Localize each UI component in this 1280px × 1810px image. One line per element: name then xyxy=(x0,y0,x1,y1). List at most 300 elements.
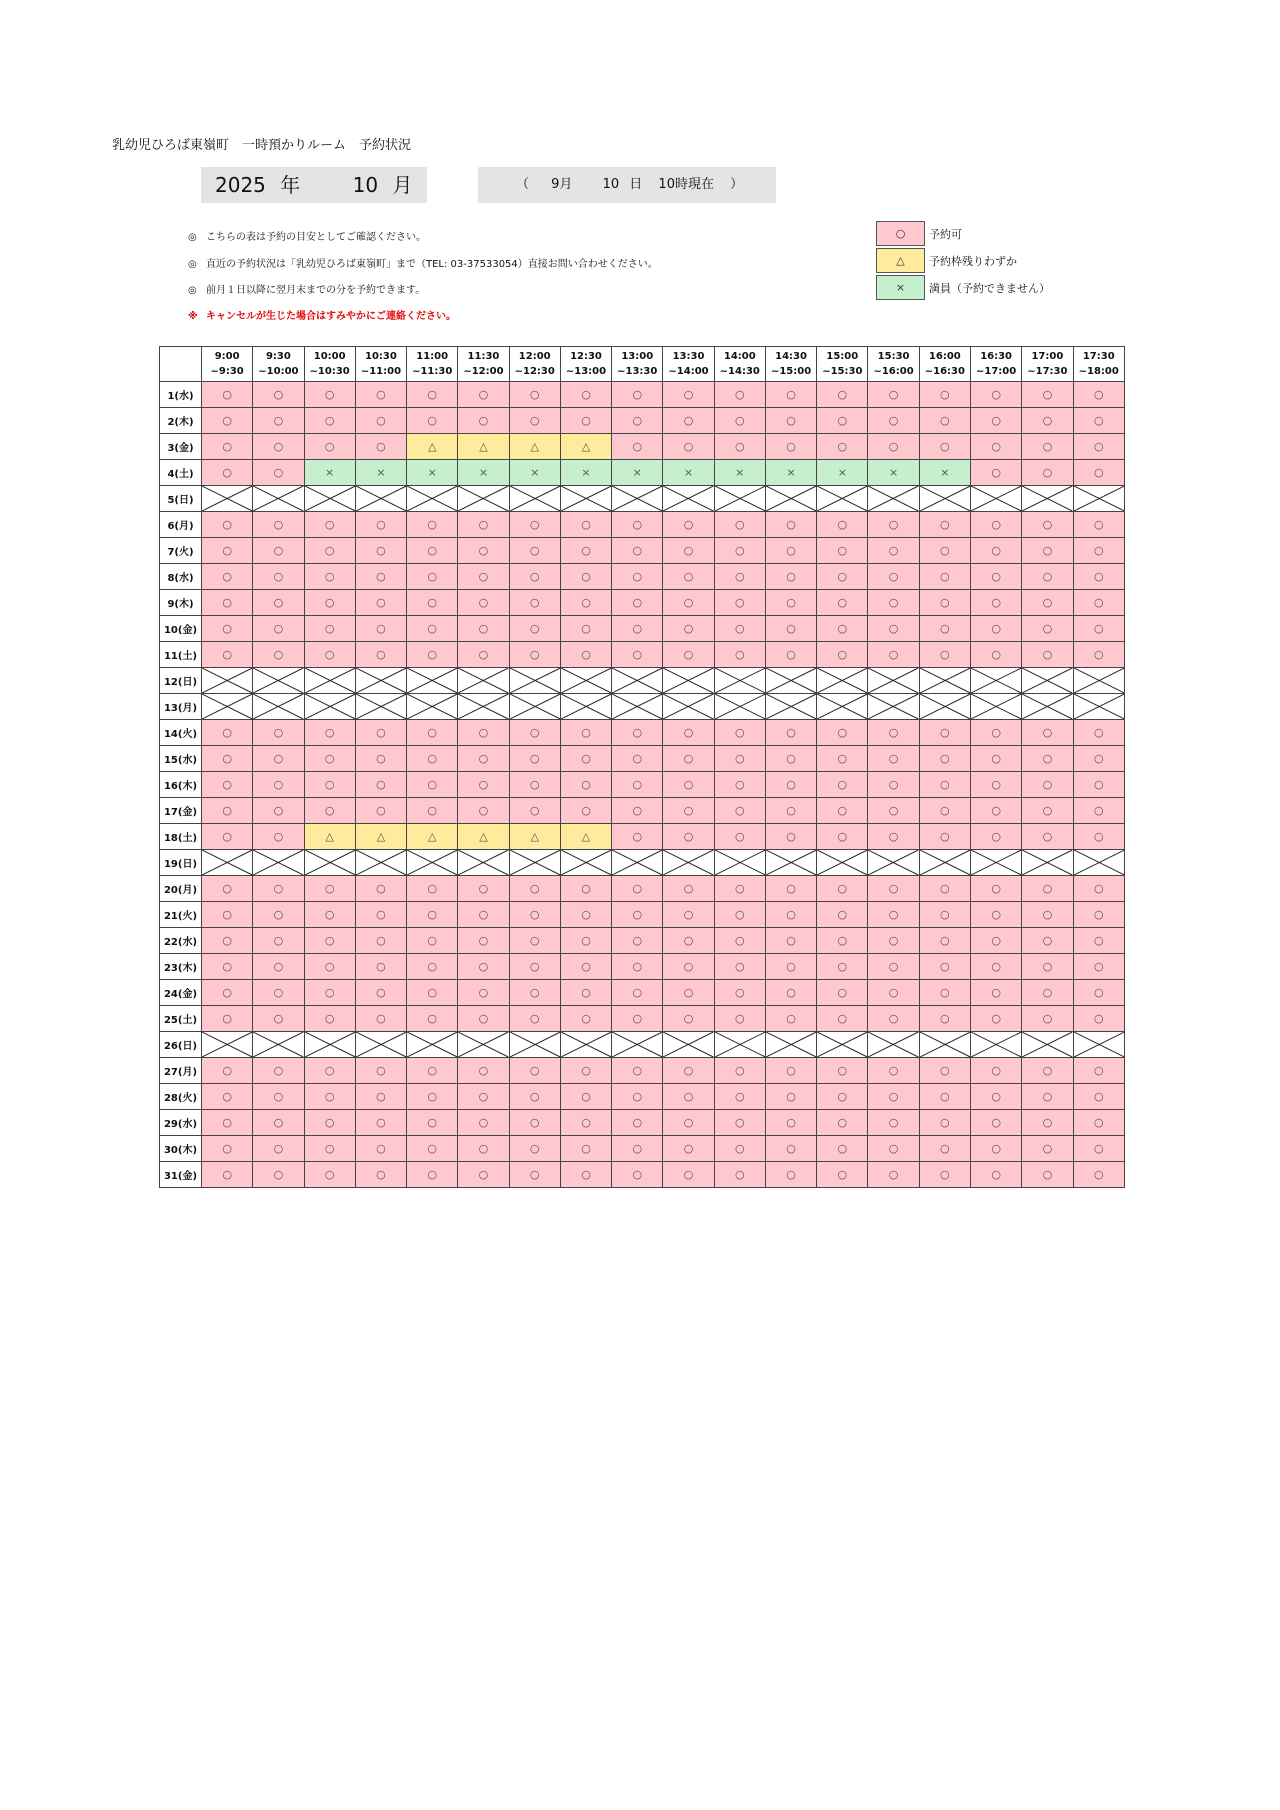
slot-available[interactable]: ○ xyxy=(560,746,611,772)
slot-available[interactable]: ○ xyxy=(663,902,714,928)
slot-available[interactable]: ○ xyxy=(509,642,560,668)
slot-available[interactable]: ○ xyxy=(714,1058,765,1084)
slot-available[interactable]: ○ xyxy=(458,1110,509,1136)
slot-available[interactable]: ○ xyxy=(458,928,509,954)
slot-available[interactable]: ○ xyxy=(458,954,509,980)
slot-available[interactable]: ○ xyxy=(509,590,560,616)
slot-available[interactable]: ○ xyxy=(714,1084,765,1110)
slot-available[interactable]: ○ xyxy=(919,564,970,590)
slot-available[interactable]: ○ xyxy=(202,1110,253,1136)
slot-full[interactable]: × xyxy=(560,460,611,486)
slot-available[interactable]: ○ xyxy=(919,616,970,642)
slot-available[interactable]: ○ xyxy=(407,512,458,538)
slot-available[interactable]: ○ xyxy=(1073,876,1124,902)
slot-available[interactable]: ○ xyxy=(714,642,765,668)
slot-available[interactable]: ○ xyxy=(868,512,919,538)
slot-available[interactable]: ○ xyxy=(202,798,253,824)
slot-available[interactable]: ○ xyxy=(1022,1006,1073,1032)
slot-available[interactable]: ○ xyxy=(560,408,611,434)
slot-available[interactable]: ○ xyxy=(560,902,611,928)
slot-available[interactable]: ○ xyxy=(765,720,816,746)
slot-available[interactable]: ○ xyxy=(919,954,970,980)
slot-available[interactable]: ○ xyxy=(970,876,1021,902)
slot-available[interactable]: ○ xyxy=(970,434,1021,460)
slot-available[interactable]: ○ xyxy=(868,382,919,408)
slot-available[interactable]: ○ xyxy=(612,434,663,460)
slot-available[interactable]: ○ xyxy=(355,1162,406,1188)
slot-available[interactable]: ○ xyxy=(612,1110,663,1136)
slot-available[interactable]: ○ xyxy=(509,564,560,590)
slot-available[interactable]: ○ xyxy=(1022,1084,1073,1110)
slot-available[interactable]: ○ xyxy=(1073,902,1124,928)
slot-available[interactable]: ○ xyxy=(304,902,355,928)
slot-available[interactable]: ○ xyxy=(202,642,253,668)
slot-available[interactable]: ○ xyxy=(868,434,919,460)
slot-available[interactable]: ○ xyxy=(970,590,1021,616)
slot-available[interactable]: ○ xyxy=(202,408,253,434)
slot-available[interactable]: ○ xyxy=(202,720,253,746)
slot-available[interactable]: ○ xyxy=(304,382,355,408)
slot-few-left[interactable]: △ xyxy=(407,824,458,850)
slot-available[interactable]: ○ xyxy=(919,1084,970,1110)
slot-available[interactable]: ○ xyxy=(1022,720,1073,746)
slot-available[interactable]: ○ xyxy=(919,382,970,408)
slot-available[interactable]: ○ xyxy=(817,720,868,746)
slot-available[interactable]: ○ xyxy=(304,616,355,642)
slot-available[interactable]: ○ xyxy=(663,382,714,408)
slot-available[interactable]: ○ xyxy=(868,928,919,954)
slot-available[interactable]: ○ xyxy=(919,980,970,1006)
slot-available[interactable]: ○ xyxy=(970,460,1021,486)
slot-available[interactable]: ○ xyxy=(919,772,970,798)
slot-available[interactable]: ○ xyxy=(509,798,560,824)
slot-available[interactable]: ○ xyxy=(1022,434,1073,460)
slot-available[interactable]: ○ xyxy=(560,1162,611,1188)
slot-available[interactable]: ○ xyxy=(970,1162,1021,1188)
slot-available[interactable]: ○ xyxy=(817,1136,868,1162)
slot-available[interactable]: ○ xyxy=(253,1110,304,1136)
slot-available[interactable]: ○ xyxy=(663,642,714,668)
slot-available[interactable]: ○ xyxy=(509,408,560,434)
slot-few-left[interactable]: △ xyxy=(304,824,355,850)
slot-available[interactable]: ○ xyxy=(253,590,304,616)
slot-available[interactable]: ○ xyxy=(1073,382,1124,408)
slot-available[interactable]: ○ xyxy=(817,798,868,824)
slot-available[interactable]: ○ xyxy=(1022,824,1073,850)
slot-available[interactable]: ○ xyxy=(304,1110,355,1136)
slot-available[interactable]: ○ xyxy=(919,512,970,538)
slot-available[interactable]: ○ xyxy=(202,928,253,954)
slot-available[interactable]: ○ xyxy=(304,772,355,798)
slot-available[interactable]: ○ xyxy=(714,590,765,616)
slot-available[interactable]: ○ xyxy=(355,538,406,564)
slot-available[interactable]: ○ xyxy=(304,434,355,460)
slot-available[interactable]: ○ xyxy=(458,902,509,928)
slot-available[interactable]: ○ xyxy=(407,876,458,902)
slot-full[interactable]: × xyxy=(663,460,714,486)
slot-available[interactable]: ○ xyxy=(1073,1162,1124,1188)
slot-full[interactable]: × xyxy=(817,460,868,486)
slot-available[interactable]: ○ xyxy=(919,538,970,564)
slot-available[interactable]: ○ xyxy=(253,824,304,850)
slot-available[interactable]: ○ xyxy=(919,798,970,824)
slot-full[interactable]: × xyxy=(458,460,509,486)
slot-available[interactable]: ○ xyxy=(560,1006,611,1032)
slot-available[interactable]: ○ xyxy=(458,1162,509,1188)
slot-available[interactable]: ○ xyxy=(355,798,406,824)
slot-full[interactable]: × xyxy=(714,460,765,486)
slot-available[interactable]: ○ xyxy=(458,746,509,772)
slot-available[interactable]: ○ xyxy=(355,980,406,1006)
slot-available[interactable]: ○ xyxy=(714,746,765,772)
slot-available[interactable]: ○ xyxy=(560,1136,611,1162)
slot-available[interactable]: ○ xyxy=(253,720,304,746)
slot-available[interactable]: ○ xyxy=(612,1084,663,1110)
slot-available[interactable]: ○ xyxy=(560,538,611,564)
slot-available[interactable]: ○ xyxy=(765,798,816,824)
slot-available[interactable]: ○ xyxy=(458,772,509,798)
slot-available[interactable]: ○ xyxy=(765,382,816,408)
slot-available[interactable]: ○ xyxy=(714,1162,765,1188)
slot-available[interactable]: ○ xyxy=(1022,564,1073,590)
slot-available[interactable]: ○ xyxy=(253,408,304,434)
slot-available[interactable]: ○ xyxy=(612,902,663,928)
slot-available[interactable]: ○ xyxy=(817,1006,868,1032)
slot-available[interactable]: ○ xyxy=(355,902,406,928)
slot-available[interactable]: ○ xyxy=(612,642,663,668)
slot-available[interactable]: ○ xyxy=(407,382,458,408)
slot-available[interactable]: ○ xyxy=(253,1136,304,1162)
slot-available[interactable]: ○ xyxy=(1022,798,1073,824)
slot-available[interactable]: ○ xyxy=(304,954,355,980)
slot-available[interactable]: ○ xyxy=(817,382,868,408)
slot-available[interactable]: ○ xyxy=(304,1162,355,1188)
slot-available[interactable]: ○ xyxy=(1073,642,1124,668)
slot-few-left[interactable]: △ xyxy=(509,434,560,460)
slot-available[interactable]: ○ xyxy=(765,1162,816,1188)
slot-available[interactable]: ○ xyxy=(919,928,970,954)
slot-available[interactable]: ○ xyxy=(509,772,560,798)
slot-available[interactable]: ○ xyxy=(868,746,919,772)
slot-available[interactable]: ○ xyxy=(509,720,560,746)
slot-available[interactable]: ○ xyxy=(1073,824,1124,850)
slot-available[interactable]: ○ xyxy=(817,876,868,902)
slot-available[interactable]: ○ xyxy=(663,1162,714,1188)
slot-available[interactable]: ○ xyxy=(765,902,816,928)
slot-available[interactable]: ○ xyxy=(714,902,765,928)
slot-available[interactable]: ○ xyxy=(253,798,304,824)
slot-available[interactable]: ○ xyxy=(1022,1058,1073,1084)
slot-available[interactable]: ○ xyxy=(407,954,458,980)
slot-available[interactable]: ○ xyxy=(1073,512,1124,538)
slot-available[interactable]: ○ xyxy=(765,928,816,954)
slot-available[interactable]: ○ xyxy=(714,512,765,538)
slot-available[interactable]: ○ xyxy=(817,928,868,954)
slot-available[interactable]: ○ xyxy=(253,954,304,980)
slot-available[interactable]: ○ xyxy=(970,1058,1021,1084)
slot-available[interactable]: ○ xyxy=(253,434,304,460)
slot-available[interactable]: ○ xyxy=(355,408,406,434)
slot-available[interactable]: ○ xyxy=(560,1110,611,1136)
slot-available[interactable]: ○ xyxy=(817,746,868,772)
slot-available[interactable]: ○ xyxy=(202,1084,253,1110)
slot-available[interactable]: ○ xyxy=(560,1058,611,1084)
slot-available[interactable]: ○ xyxy=(202,512,253,538)
slot-available[interactable]: ○ xyxy=(253,928,304,954)
slot-available[interactable]: ○ xyxy=(202,460,253,486)
slot-available[interactable]: ○ xyxy=(1022,876,1073,902)
slot-available[interactable]: ○ xyxy=(765,1084,816,1110)
slot-available[interactable]: ○ xyxy=(663,564,714,590)
slot-available[interactable]: ○ xyxy=(714,798,765,824)
slot-available[interactable]: ○ xyxy=(560,590,611,616)
slot-available[interactable]: ○ xyxy=(509,616,560,642)
slot-available[interactable]: ○ xyxy=(970,382,1021,408)
slot-available[interactable]: ○ xyxy=(612,408,663,434)
slot-available[interactable]: ○ xyxy=(458,408,509,434)
slot-available[interactable]: ○ xyxy=(714,954,765,980)
slot-available[interactable]: ○ xyxy=(612,512,663,538)
slot-available[interactable]: ○ xyxy=(304,928,355,954)
slot-available[interactable]: ○ xyxy=(253,642,304,668)
slot-full[interactable]: × xyxy=(612,460,663,486)
slot-available[interactable]: ○ xyxy=(868,1162,919,1188)
slot-available[interactable]: ○ xyxy=(817,408,868,434)
slot-available[interactable]: ○ xyxy=(765,1110,816,1136)
slot-available[interactable]: ○ xyxy=(1073,616,1124,642)
slot-available[interactable]: ○ xyxy=(817,590,868,616)
slot-available[interactable]: ○ xyxy=(355,382,406,408)
slot-available[interactable]: ○ xyxy=(970,928,1021,954)
slot-available[interactable]: ○ xyxy=(1022,1110,1073,1136)
slot-available[interactable]: ○ xyxy=(868,1136,919,1162)
slot-available[interactable]: ○ xyxy=(714,382,765,408)
slot-available[interactable]: ○ xyxy=(304,590,355,616)
slot-available[interactable]: ○ xyxy=(612,798,663,824)
slot-available[interactable]: ○ xyxy=(612,746,663,772)
slot-available[interactable]: ○ xyxy=(355,642,406,668)
slot-available[interactable]: ○ xyxy=(817,512,868,538)
slot-available[interactable]: ○ xyxy=(1073,590,1124,616)
slot-available[interactable]: ○ xyxy=(1022,980,1073,1006)
slot-full[interactable]: × xyxy=(765,460,816,486)
slot-available[interactable]: ○ xyxy=(868,616,919,642)
slot-available[interactable]: ○ xyxy=(663,512,714,538)
slot-available[interactable]: ○ xyxy=(1022,512,1073,538)
slot-available[interactable]: ○ xyxy=(817,772,868,798)
slot-available[interactable]: ○ xyxy=(509,382,560,408)
slot-available[interactable]: ○ xyxy=(817,980,868,1006)
slot-available[interactable]: ○ xyxy=(765,1006,816,1032)
slot-full[interactable]: × xyxy=(868,460,919,486)
slot-available[interactable]: ○ xyxy=(970,642,1021,668)
slot-available[interactable]: ○ xyxy=(202,1006,253,1032)
slot-available[interactable]: ○ xyxy=(765,616,816,642)
slot-available[interactable]: ○ xyxy=(304,980,355,1006)
slot-few-left[interactable]: △ xyxy=(458,824,509,850)
slot-available[interactable]: ○ xyxy=(663,590,714,616)
slot-available[interactable]: ○ xyxy=(458,1084,509,1110)
slot-available[interactable]: ○ xyxy=(1022,746,1073,772)
slot-available[interactable]: ○ xyxy=(1073,798,1124,824)
slot-available[interactable]: ○ xyxy=(919,746,970,772)
slot-available[interactable]: ○ xyxy=(919,1110,970,1136)
slot-available[interactable]: ○ xyxy=(202,954,253,980)
slot-available[interactable]: ○ xyxy=(202,1162,253,1188)
slot-available[interactable]: ○ xyxy=(612,824,663,850)
slot-available[interactable]: ○ xyxy=(355,954,406,980)
slot-available[interactable]: ○ xyxy=(253,616,304,642)
slot-few-left[interactable]: △ xyxy=(355,824,406,850)
slot-available[interactable]: ○ xyxy=(970,798,1021,824)
slot-available[interactable]: ○ xyxy=(817,434,868,460)
slot-available[interactable]: ○ xyxy=(560,512,611,538)
slot-available[interactable]: ○ xyxy=(458,876,509,902)
slot-available[interactable]: ○ xyxy=(868,902,919,928)
slot-few-left[interactable]: △ xyxy=(458,434,509,460)
slot-available[interactable]: ○ xyxy=(868,1006,919,1032)
slot-available[interactable]: ○ xyxy=(612,980,663,1006)
slot-available[interactable]: ○ xyxy=(868,876,919,902)
slot-available[interactable]: ○ xyxy=(253,746,304,772)
slot-available[interactable]: ○ xyxy=(663,1084,714,1110)
slot-available[interactable]: ○ xyxy=(765,434,816,460)
slot-available[interactable]: ○ xyxy=(202,434,253,460)
slot-available[interactable]: ○ xyxy=(407,928,458,954)
slot-available[interactable]: ○ xyxy=(919,876,970,902)
slot-available[interactable]: ○ xyxy=(970,1110,1021,1136)
slot-available[interactable]: ○ xyxy=(202,1136,253,1162)
slot-available[interactable]: ○ xyxy=(458,1058,509,1084)
slot-available[interactable]: ○ xyxy=(714,434,765,460)
slot-available[interactable]: ○ xyxy=(560,642,611,668)
slot-available[interactable]: ○ xyxy=(612,772,663,798)
slot-available[interactable]: ○ xyxy=(970,1006,1021,1032)
slot-available[interactable]: ○ xyxy=(663,954,714,980)
slot-available[interactable]: ○ xyxy=(355,512,406,538)
slot-available[interactable]: ○ xyxy=(560,1084,611,1110)
slot-available[interactable]: ○ xyxy=(663,1136,714,1162)
slot-available[interactable]: ○ xyxy=(355,746,406,772)
slot-available[interactable]: ○ xyxy=(1022,772,1073,798)
slot-available[interactable]: ○ xyxy=(817,1162,868,1188)
slot-available[interactable]: ○ xyxy=(1073,720,1124,746)
slot-available[interactable]: ○ xyxy=(663,1058,714,1084)
slot-available[interactable]: ○ xyxy=(663,798,714,824)
slot-available[interactable]: ○ xyxy=(1073,538,1124,564)
slot-available[interactable]: ○ xyxy=(714,1110,765,1136)
slot-available[interactable]: ○ xyxy=(1022,928,1073,954)
slot-available[interactable]: ○ xyxy=(407,538,458,564)
slot-available[interactable]: ○ xyxy=(304,1058,355,1084)
slot-available[interactable]: ○ xyxy=(253,382,304,408)
slot-available[interactable]: ○ xyxy=(765,824,816,850)
slot-available[interactable]: ○ xyxy=(612,538,663,564)
slot-available[interactable]: ○ xyxy=(407,642,458,668)
slot-available[interactable]: ○ xyxy=(1022,408,1073,434)
slot-available[interactable]: ○ xyxy=(970,824,1021,850)
slot-available[interactable]: ○ xyxy=(304,798,355,824)
slot-available[interactable]: ○ xyxy=(509,876,560,902)
slot-available[interactable]: ○ xyxy=(458,538,509,564)
slot-available[interactable]: ○ xyxy=(1022,590,1073,616)
slot-available[interactable]: ○ xyxy=(919,434,970,460)
slot-available[interactable]: ○ xyxy=(663,772,714,798)
slot-available[interactable]: ○ xyxy=(1022,642,1073,668)
slot-few-left[interactable]: △ xyxy=(560,434,611,460)
slot-available[interactable]: ○ xyxy=(765,876,816,902)
slot-available[interactable]: ○ xyxy=(304,1084,355,1110)
slot-available[interactable]: ○ xyxy=(663,980,714,1006)
slot-available[interactable]: ○ xyxy=(355,720,406,746)
slot-available[interactable]: ○ xyxy=(714,876,765,902)
slot-available[interactable]: ○ xyxy=(1073,1006,1124,1032)
slot-available[interactable]: ○ xyxy=(509,1058,560,1084)
slot-available[interactable]: ○ xyxy=(1022,1136,1073,1162)
slot-available[interactable]: ○ xyxy=(355,1136,406,1162)
slot-available[interactable]: ○ xyxy=(714,980,765,1006)
slot-available[interactable]: ○ xyxy=(970,720,1021,746)
slot-available[interactable]: ○ xyxy=(970,1136,1021,1162)
slot-available[interactable]: ○ xyxy=(970,616,1021,642)
slot-available[interactable]: ○ xyxy=(304,642,355,668)
slot-available[interactable]: ○ xyxy=(253,512,304,538)
slot-available[interactable]: ○ xyxy=(1073,1084,1124,1110)
slot-available[interactable]: ○ xyxy=(509,746,560,772)
slot-available[interactable]: ○ xyxy=(765,408,816,434)
slot-available[interactable]: ○ xyxy=(509,512,560,538)
slot-available[interactable]: ○ xyxy=(868,564,919,590)
slot-available[interactable]: ○ xyxy=(304,408,355,434)
slot-available[interactable]: ○ xyxy=(458,590,509,616)
slot-available[interactable]: ○ xyxy=(765,772,816,798)
slot-available[interactable]: ○ xyxy=(1073,408,1124,434)
slot-available[interactable]: ○ xyxy=(202,538,253,564)
slot-available[interactable]: ○ xyxy=(355,564,406,590)
slot-available[interactable]: ○ xyxy=(970,408,1021,434)
slot-available[interactable]: ○ xyxy=(714,720,765,746)
slot-available[interactable]: ○ xyxy=(663,408,714,434)
slot-available[interactable]: ○ xyxy=(202,902,253,928)
slot-available[interactable]: ○ xyxy=(407,1084,458,1110)
slot-available[interactable]: ○ xyxy=(817,1058,868,1084)
slot-available[interactable]: ○ xyxy=(612,382,663,408)
slot-available[interactable]: ○ xyxy=(253,1006,304,1032)
slot-available[interactable]: ○ xyxy=(970,564,1021,590)
slot-available[interactable]: ○ xyxy=(509,1006,560,1032)
slot-available[interactable]: ○ xyxy=(765,564,816,590)
slot-available[interactable]: ○ xyxy=(304,1136,355,1162)
slot-available[interactable]: ○ xyxy=(663,616,714,642)
slot-available[interactable]: ○ xyxy=(1073,564,1124,590)
slot-few-left[interactable]: △ xyxy=(407,434,458,460)
slot-available[interactable]: ○ xyxy=(612,954,663,980)
slot-available[interactable]: ○ xyxy=(560,772,611,798)
slot-available[interactable]: ○ xyxy=(714,1136,765,1162)
slot-available[interactable]: ○ xyxy=(663,538,714,564)
slot-available[interactable]: ○ xyxy=(765,590,816,616)
slot-available[interactable]: ○ xyxy=(714,1006,765,1032)
slot-available[interactable]: ○ xyxy=(253,902,304,928)
slot-available[interactable]: ○ xyxy=(253,538,304,564)
slot-full[interactable]: × xyxy=(304,460,355,486)
slot-available[interactable]: ○ xyxy=(868,590,919,616)
slot-available[interactable]: ○ xyxy=(202,382,253,408)
slot-available[interactable]: ○ xyxy=(817,538,868,564)
slot-available[interactable]: ○ xyxy=(714,928,765,954)
slot-available[interactable]: ○ xyxy=(919,1006,970,1032)
slot-available[interactable]: ○ xyxy=(970,954,1021,980)
